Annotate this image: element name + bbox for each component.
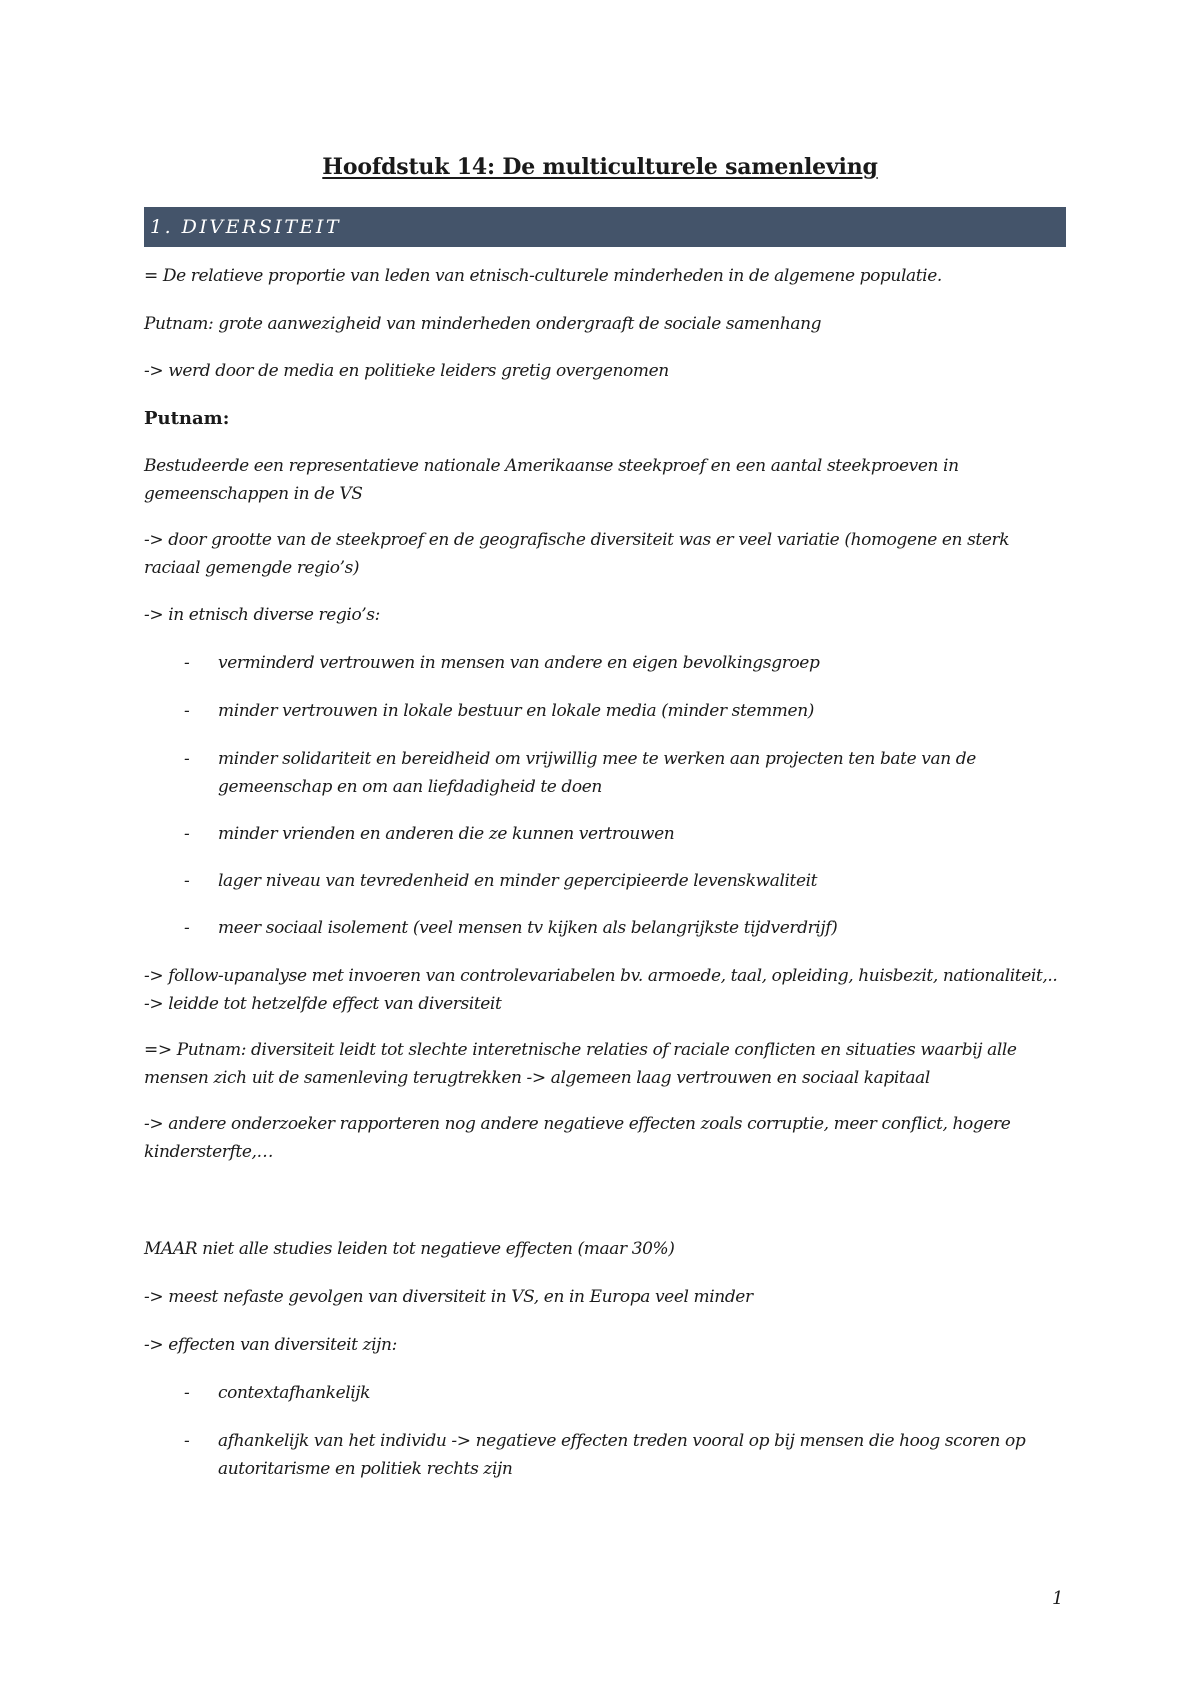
paragraph: => Putnam: diversiteit leidt tot slechte interetnische relaties of raciale conflicten en situaties waarbij alle mensen zich uit de samenleving terugtrekken -> algemeen laag vertrouwen en sociaal kapitaal (144, 1040, 1017, 1088)
list-item-text: meer sociaal isolement (veel mensen tv kijken als belangrijkste tijdverdrijf) (218, 918, 838, 938)
list-item-text: minder solidariteit en bereidheid om vrijwillig mee te werken aan projecten ten bate van de gemeenschap en om aan liefdadigheid te doen (218, 749, 976, 797)
bullet-marker: - (184, 701, 190, 721)
paragraph: -> in etnisch diverse regio’s: (144, 605, 380, 625)
list-item-text: contextafhankelijk (218, 1383, 371, 1403)
paragraph: Bestudeerde een representatieve nationale Amerikaanse steekproef en een aantal steekproeven in gemeenschappen in de VS (144, 456, 959, 504)
paragraph: -> door grootte van de steekproef en de geografische diversiteit was er veel variatie (homogene en sterk raciaal gemengde regio’s) (144, 530, 1010, 578)
bullet-marker: - (184, 1383, 190, 1403)
bullet-marker: - (184, 1431, 190, 1451)
page-number: 1 (1052, 1588, 1064, 1609)
paragraph: -> meest nefaste gevolgen van diversiteit in VS, en in Europa veel minder (144, 1287, 753, 1307)
definition-paragraph: = De relatieve proportie van leden van etnisch-culturele minderheden in de algemene populatie. (144, 266, 942, 286)
bullet-marker: - (184, 918, 190, 938)
section-heading (144, 207, 1066, 247)
page-title: Hoofdstuk 14: De multiculturele samenleving (322, 154, 878, 180)
list-item-text: lager niveau van tevredenheid en minder gepercipieerde levenskwaliteit (218, 871, 818, 891)
bullet-marker: - (184, 749, 190, 769)
list-item-text: afhankelijk van het individu -> negatieve effecten treden vooral op bij mensen die hoog scoren op autoritarisme en politiek rechts zijn (218, 1431, 1026, 1479)
paragraph: Putnam: grote aanwezigheid van minderheden ondergraaft de sociale samenhang (144, 314, 822, 334)
paragraph: MAAR niet alle studies leiden tot negatieve effecten (maar 30%) (144, 1239, 675, 1259)
bullet-marker: - (184, 653, 190, 673)
subheading: Putnam: (144, 408, 230, 429)
bullet-marker: - (184, 871, 190, 891)
paragraph: -> effecten van diversiteit zijn: (144, 1335, 397, 1355)
paragraph: -> werd door de media en politieke leiders gretig overgenomen (144, 361, 669, 381)
list-item-text: minder vrienden en anderen die ze kunnen vertrouwen (218, 824, 675, 844)
section-heading-text: 1. DIVERSITEIT (150, 216, 342, 238)
paragraph: -> andere onderzoeker rapporteren nog andere negatieve effecten zoals corruptie, meer conflict, hogere kindersterfte,… (144, 1114, 1011, 1162)
list-item-text: verminderd vertrouwen in mensen van andere en eigen bevolkingsgroep (218, 653, 820, 673)
bullet-marker: - (184, 824, 190, 844)
list-item-text: minder vertrouwen in lokale bestuur en lokale media (minder stemmen) (218, 701, 814, 721)
paragraph: -> follow-upanalyse met invoeren van controlevariabelen bv. armoede, taal, opleiding, huisbezit, nationaliteit,.. -> leidde tot hetzelfde effect van diversiteit (144, 966, 1058, 1014)
